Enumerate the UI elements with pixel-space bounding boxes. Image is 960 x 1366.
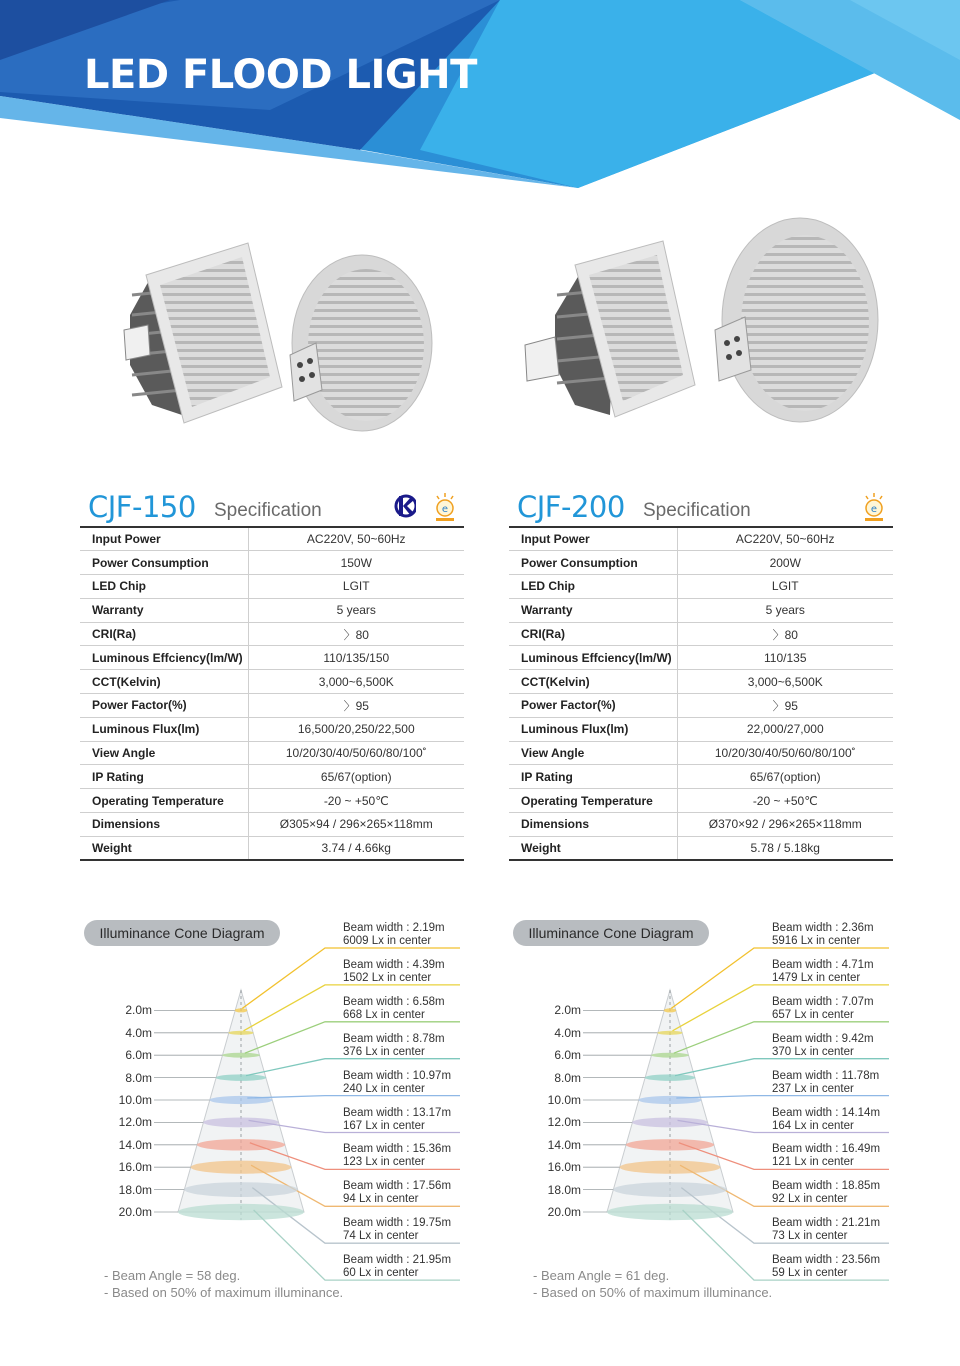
spec-row: [509, 694, 893, 718]
diagram-note: - Based on 50% of maximum illuminance.: [104, 1285, 344, 1300]
cone-diagram-cjf-200: [509, 910, 929, 1310]
illuminance-ring: [626, 1139, 714, 1150]
spec-label: Operating Temperature: [509, 789, 677, 813]
spec-label: View Angle: [509, 741, 677, 765]
spec-row: [509, 527, 893, 551]
beam-width: Beam width : 4.71m: [772, 958, 874, 971]
spec-value: -20 ~ +50℃: [677, 789, 893, 813]
svg-text:e: e: [441, 504, 449, 515]
spec-value: 110/135/150: [248, 646, 464, 670]
illuminance-ring: [228, 1031, 253, 1035]
spec-row: [80, 670, 464, 694]
illuminance-ring: [178, 1204, 304, 1220]
spec-value: 10/20/30/40/50/60/80/100˚: [248, 741, 464, 765]
spec-label: View Angle: [80, 741, 248, 765]
illuminance-ring: [620, 1161, 721, 1174]
spec-row: [80, 575, 464, 599]
spec-table: [80, 526, 464, 861]
model-name: CJF-150: [88, 490, 196, 524]
spec-row: [509, 765, 893, 789]
beam-leader-line: [247, 1096, 460, 1098]
spec-row: [80, 622, 464, 646]
beam-width: Beam width : 21.21m: [772, 1217, 881, 1230]
spec-value: 22,000/27,000: [677, 717, 893, 741]
distance-label: 12.0m: [547, 1115, 581, 1130]
distance-label: 8.0m: [554, 1070, 581, 1085]
beam-annotation: [772, 1254, 912, 1280]
spec-row: [509, 622, 893, 646]
illuminance-ring: [607, 1204, 733, 1220]
spec-value: 110/135: [677, 646, 893, 670]
illuminance-ring: [197, 1139, 285, 1150]
spec-label: Warranty: [509, 598, 677, 622]
beam-lux: 5916 Lx in center: [772, 935, 861, 947]
spec-value: 〉95: [248, 694, 464, 718]
spec-value: AC220V, 50~60Hz: [248, 527, 464, 551]
beam-annotation: [343, 1180, 483, 1206]
beam-lux: 6009 Lx in center: [343, 935, 432, 947]
spec-row: [509, 789, 893, 813]
spec-label: CCT(Kelvin): [80, 670, 248, 694]
spec-value: 65/67(option): [248, 765, 464, 789]
beam-lux: 94 Lx in center: [343, 1193, 419, 1206]
beam-width: Beam width : 17.56m: [343, 1180, 452, 1193]
distance-label: 14.0m: [118, 1137, 152, 1152]
spec-heading: Specification: [643, 500, 751, 521]
distance-label: 2.0m: [125, 1003, 152, 1018]
beam-width: Beam width : 16.49m: [772, 1143, 881, 1156]
spec-value: 3.74 / 4.66kg: [321, 841, 391, 855]
beam-annotation: [772, 1033, 912, 1059]
beam-width: Beam width : 15.36m: [343, 1143, 452, 1156]
spec-row: [509, 598, 893, 622]
spec-value: Ø305×94 / 296×265×118mm: [248, 813, 464, 837]
spec-row: [80, 717, 464, 741]
beam-lux: 1502 Lx in center: [343, 971, 432, 984]
beam-annotation: [772, 1217, 912, 1243]
spec-label: Weight: [80, 836, 248, 860]
distance-label: 8.0m: [125, 1070, 152, 1085]
spec-label: CRI(Ra): [509, 622, 677, 646]
beam-lux: 123 Lx in center: [343, 1156, 425, 1169]
distance-label: 16.0m: [118, 1160, 152, 1175]
distance-label: 12.0m: [118, 1115, 152, 1130]
beam-lux: 74 Lx in center: [343, 1230, 419, 1243]
beam-lux: 167 Lx in center: [343, 1119, 425, 1132]
kc-icon: [394, 492, 416, 522]
spec-row: [509, 575, 893, 599]
spec-label: Dimensions: [80, 813, 248, 837]
spec-table: [509, 526, 893, 861]
beam-width: Beam width : 21.95m: [343, 1254, 452, 1267]
illuminance-ring: [203, 1117, 279, 1127]
model-name: CJF-200: [517, 490, 625, 524]
spec-label: Power Factor(%): [509, 694, 677, 718]
spec-label: IP Rating: [80, 765, 248, 789]
beam-width: Beam width : 10.97m: [343, 1069, 452, 1082]
beam-annotation: [772, 959, 912, 985]
spec-value: LGIT: [677, 575, 893, 599]
spec-value: 3,000~6,500K: [677, 670, 893, 694]
beam-width: Beam width : 18.85m: [772, 1180, 881, 1193]
spec-value: 3,000~6,500K: [248, 670, 464, 694]
spec-section-cjf-200: [509, 490, 893, 861]
spec-label: Dimensions: [509, 813, 677, 837]
beam-width: Beam width : 9.42m: [772, 1032, 874, 1045]
spec-label: Luminous Flux(lm): [80, 717, 248, 741]
beam-width: Beam width : 19.75m: [343, 1217, 452, 1230]
illuminance-ring: [645, 1074, 695, 1081]
page-title: LED FLOOD LIGHT: [84, 52, 477, 98]
illuminance-ring: [222, 1053, 260, 1058]
illuminance-ring: [216, 1074, 266, 1081]
spec-label: Input Power: [80, 527, 248, 551]
beam-annotation: [343, 1254, 483, 1280]
beam-lux: 240 Lx in center: [343, 1082, 425, 1095]
beam-annotation: [343, 1217, 483, 1243]
spec-row: [80, 741, 464, 765]
beam-annotation: [343, 1033, 483, 1059]
spec-row: [509, 670, 893, 694]
beam-lux: 668 Lx in center: [343, 1008, 425, 1021]
cone-diagram-cjf-150: [80, 910, 500, 1310]
spec-label: Operating Temperature: [80, 789, 248, 813]
beam-annotation: [343, 1143, 483, 1169]
beam-width: Beam width : 13.17m: [343, 1106, 452, 1119]
spec-label: LED Chip: [509, 575, 677, 599]
spec-value: 200W: [677, 551, 893, 575]
beam-annotation: [343, 996, 483, 1022]
distance-label: 16.0m: [547, 1160, 581, 1175]
beam-leader-line: [676, 1096, 889, 1098]
beam-annotation: [343, 1070, 483, 1096]
beam-width: Beam width : 6.58m: [343, 995, 445, 1008]
spec-section-cjf-150: [80, 490, 464, 861]
spec-heading: Specification: [214, 500, 322, 521]
distance-label: 20.0m: [547, 1205, 581, 1219]
beam-width: Beam width : 7.07m: [772, 995, 874, 1008]
distance-label: 10.0m: [547, 1093, 581, 1107]
illuminance-ring: [664, 1008, 677, 1012]
svg-text:e: e: [870, 504, 878, 515]
diagram-note: - Based on 50% of maximum illuminance.: [533, 1285, 773, 1300]
spec-row: [80, 765, 464, 789]
diagram-title: Illuminance Cone Diagram: [84, 920, 280, 946]
spec-row: [80, 646, 464, 670]
spec-row: [509, 836, 893, 860]
beam-annotation: [343, 922, 483, 948]
beam-lux: 237 Lx in center: [772, 1082, 854, 1095]
distance-label: 2.0m: [554, 1003, 581, 1018]
distance-label: 6.0m: [125, 1048, 152, 1063]
beam-width: Beam width : 4.39m: [343, 958, 445, 971]
beam-annotation: [343, 1107, 483, 1133]
product-photo-cjf-150: [112, 205, 442, 450]
spec-value: 150W: [248, 551, 464, 575]
illuminance-ring: [632, 1117, 708, 1127]
distance-label: 10.0m: [118, 1093, 152, 1107]
beam-lux: 164 Lx in center: [772, 1119, 854, 1132]
diagram-title: Illuminance Cone Diagram: [513, 920, 709, 946]
spec-row: [509, 813, 893, 837]
energy-icon: [861, 492, 887, 524]
spec-label: Luminous Flux(lm): [509, 717, 677, 741]
spec-row: [509, 717, 893, 741]
beam-width: Beam width : 2.36m: [772, 922, 874, 934]
spec-label: Luminous Effciency(lm/W): [509, 646, 677, 670]
spec-value: 〉95: [677, 694, 893, 718]
illuminance-ring: [651, 1053, 689, 1058]
illuminance-ring: [191, 1161, 292, 1174]
header-banner: [0, 0, 960, 200]
beam-lux: 657 Lx in center: [772, 1008, 854, 1021]
spec-row: [80, 813, 464, 837]
distance-label: 14.0m: [547, 1137, 581, 1152]
spec-value: 〉80: [248, 622, 464, 646]
spec-value: 5 years: [677, 598, 893, 622]
distance-label: 18.0m: [118, 1182, 152, 1197]
beam-annotation: [772, 1143, 912, 1169]
distance-label: 18.0m: [547, 1182, 581, 1197]
illuminance-ring: [235, 1008, 248, 1012]
spec-value: 5.78 / 5.18kg: [750, 841, 820, 855]
spec-value: -20 ~ +50℃: [248, 789, 464, 813]
spec-value: AC220V, 50~60Hz: [677, 527, 893, 551]
spec-label: Luminous Effciency(lm/W): [80, 646, 248, 670]
beam-width: Beam width : 11.78m: [772, 1069, 880, 1082]
spec-row: [80, 598, 464, 622]
illuminance-ring: [613, 1182, 726, 1197]
product-photo-cjf-200: [515, 205, 890, 450]
distance-label: 4.0m: [125, 1025, 152, 1040]
beam-lux: 73 Lx in center: [772, 1230, 848, 1243]
distance-label: 6.0m: [554, 1048, 581, 1063]
spec-row: [80, 527, 464, 551]
spec-label: IP Rating: [509, 765, 677, 789]
beam-width: Beam width : 14.14m: [772, 1106, 881, 1119]
beam-width: Beam width : 23.56m: [772, 1254, 881, 1267]
beam-lux: 121 Lx in center: [772, 1156, 854, 1169]
spec-row: [80, 694, 464, 718]
spec-label: LED Chip: [80, 575, 248, 599]
beam-lux: 59 Lx in center: [772, 1267, 848, 1280]
beam-lux: 376 Lx in center: [343, 1045, 425, 1058]
beam-width: Beam width : 8.78m: [343, 1032, 445, 1045]
spec-label: Input Power: [509, 527, 677, 551]
spec-row: [80, 789, 464, 813]
spec-row: [509, 551, 893, 575]
beam-lux: 370 Lx in center: [772, 1045, 854, 1058]
beam-annotation: [772, 1107, 912, 1133]
spec-label: CCT(Kelvin): [509, 670, 677, 694]
beam-annotation: [772, 922, 912, 948]
beam-annotation: [772, 1180, 912, 1206]
spec-row: [509, 741, 893, 765]
beam-annotation: [343, 959, 483, 985]
beam-lux: 1479 Lx in center: [772, 971, 861, 984]
beam-lux: 92 Lx in center: [772, 1193, 848, 1206]
spec-value: 〉80: [677, 622, 893, 646]
spec-label: Power Consumption: [80, 551, 248, 575]
spec-label: Warranty: [80, 598, 248, 622]
illuminance-ring: [657, 1031, 682, 1035]
spec-value: 10/20/30/40/50/60/80/100˚: [677, 741, 893, 765]
spec-label: Power Factor(%): [80, 694, 248, 718]
energy-icon: [432, 492, 458, 524]
distance-label: 20.0m: [118, 1205, 152, 1219]
spec-value: 65/67(option): [677, 765, 893, 789]
spec-value: LGIT: [248, 575, 464, 599]
diagram-note: - Beam Angle = 61 deg.: [533, 1268, 670, 1283]
spec-row: [80, 551, 464, 575]
beam-annotation: [772, 1070, 912, 1096]
illuminance-ring: [184, 1182, 297, 1197]
distance-label: 4.0m: [554, 1025, 581, 1040]
diagram-note: - Beam Angle = 58 deg.: [104, 1268, 241, 1283]
spec-value: Ø370×92 / 296×265×118mm: [677, 813, 893, 837]
spec-label: CRI(Ra): [80, 622, 248, 646]
spec-label: Weight: [509, 836, 677, 860]
spec-row: [509, 646, 893, 670]
beam-annotation: [772, 996, 912, 1022]
spec-value: 16,500/20,250/22,500: [248, 717, 464, 741]
beam-lux: 60 Lx in center: [343, 1267, 419, 1280]
spec-row: [80, 836, 464, 860]
beam-width: Beam width : 2.19m: [343, 922, 445, 934]
spec-label: Power Consumption: [509, 551, 677, 575]
spec-value: 5 years: [248, 598, 464, 622]
